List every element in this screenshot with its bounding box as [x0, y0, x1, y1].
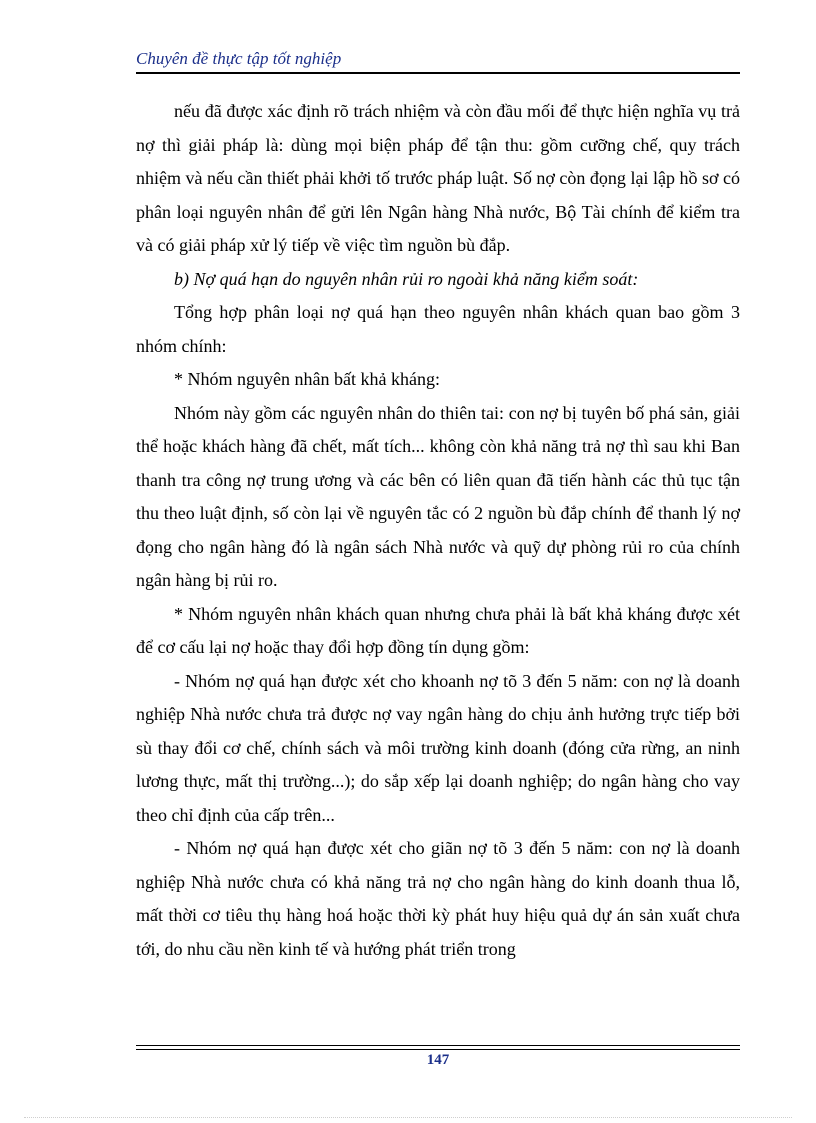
footer-divider — [136, 1045, 740, 1050]
group-heading-force-majeure: * Nhóm nguyên nhân bất khả kháng: — [174, 369, 440, 389]
section-heading-b: b) Nợ quá hạn do nguyên nhân rủi ro ngoài khả năng kiểm soát: — [174, 268, 639, 289]
page-header — [136, 48, 740, 74]
paragraph-liability: nếu đã được xác định rõ trách nhiệm và còn đầu mối để thực hiện nghĩa vụ trả nợ thì giải pháp là: dùng mọi biện pháp để tận thu: gồm cưỡng chế, quy trách nhiệm và nếu cần thiết phải khởi tố trước pháp luật. Số nợ còn đọng lại lập hồ sơ có phân loại nguyên nhân để gửi lên Ngân hàng Nhà nước, Bộ Tài chính để kiểm tra và có giải pháp xử lý tiếp về việc tìm nguồn bù đắp. — [136, 101, 740, 255]
page-edge-divider — [24, 1117, 792, 1118]
paragraph-debt-extension: - Nhóm nợ quá hạn được xét cho giãn nợ tõ 3 đến 5 năm: con nợ là doanh nghiệp Nhà nước chưa có khả năng trả nợ cho ngân hàng do kinh doanh thua lỗ, mất thời cơ tiêu thụ hàng hoá hoặc thời kỳ phát huy hiệu quả dự án sản xuất chưa tới, do nhu cầu nền kinh tế và hướng phát triển trong — [136, 838, 740, 959]
page-number: 147 — [426, 1052, 450, 1068]
paragraph-force-majeure: Nhóm này gồm các nguyên nhân do thiên tai: con nợ bị tuyên bố phá sản, giải thể hoặc khách hàng đã chết, mất tích... không còn khả năng trả nợ thì sau khi Ban thanh tra công nợ trung ương và các bên có liên quan đã tiến hành các thủ tục tận thu theo luật định, số còn lại về nguyên tắc có 2 nguồn bù đắp chính để thanh lý nợ đọng cho ngân hàng đó là ngân sách Nhà nước và quỹ dự phòng rủi ro của chính ngân hàng bị rủi ro. — [136, 402, 740, 590]
paragraph-debt-freeze: - Nhóm nợ quá hạn được xét cho khoanh nợ tõ 3 đến 5 năm: con nợ là doanh nghiệp Nhà nước chưa trả được nợ vay ngân hàng do chịu ảnh hưởng trực tiếp bởi sù thay đổi cơ chế, chính sách và môi trường kinh doanh (đóng cửa rừng, an ninh lương thực, mất thị trường...); do sắp xếp lại doanh nghiệp; do ngân hàng cho vay theo chỉ định của cấp trên... — [136, 670, 740, 825]
paragraph-summary: Tổng hợp phân loại nợ quá hạn theo nguyên nhân khách quan bao gồm 3 nhóm chính: — [136, 302, 740, 356]
body-text — [136, 95, 740, 966]
document-title: Chuyên đề thực tập tốt nghiệp — [136, 49, 342, 68]
group-heading-objective: * Nhóm nguyên nhân khách quan nhưng chưa phải là bất khả kháng được xét để cơ cấu lại nợ hoặc thay đổi hợp đồng tín dụng gồm: — [136, 603, 740, 657]
